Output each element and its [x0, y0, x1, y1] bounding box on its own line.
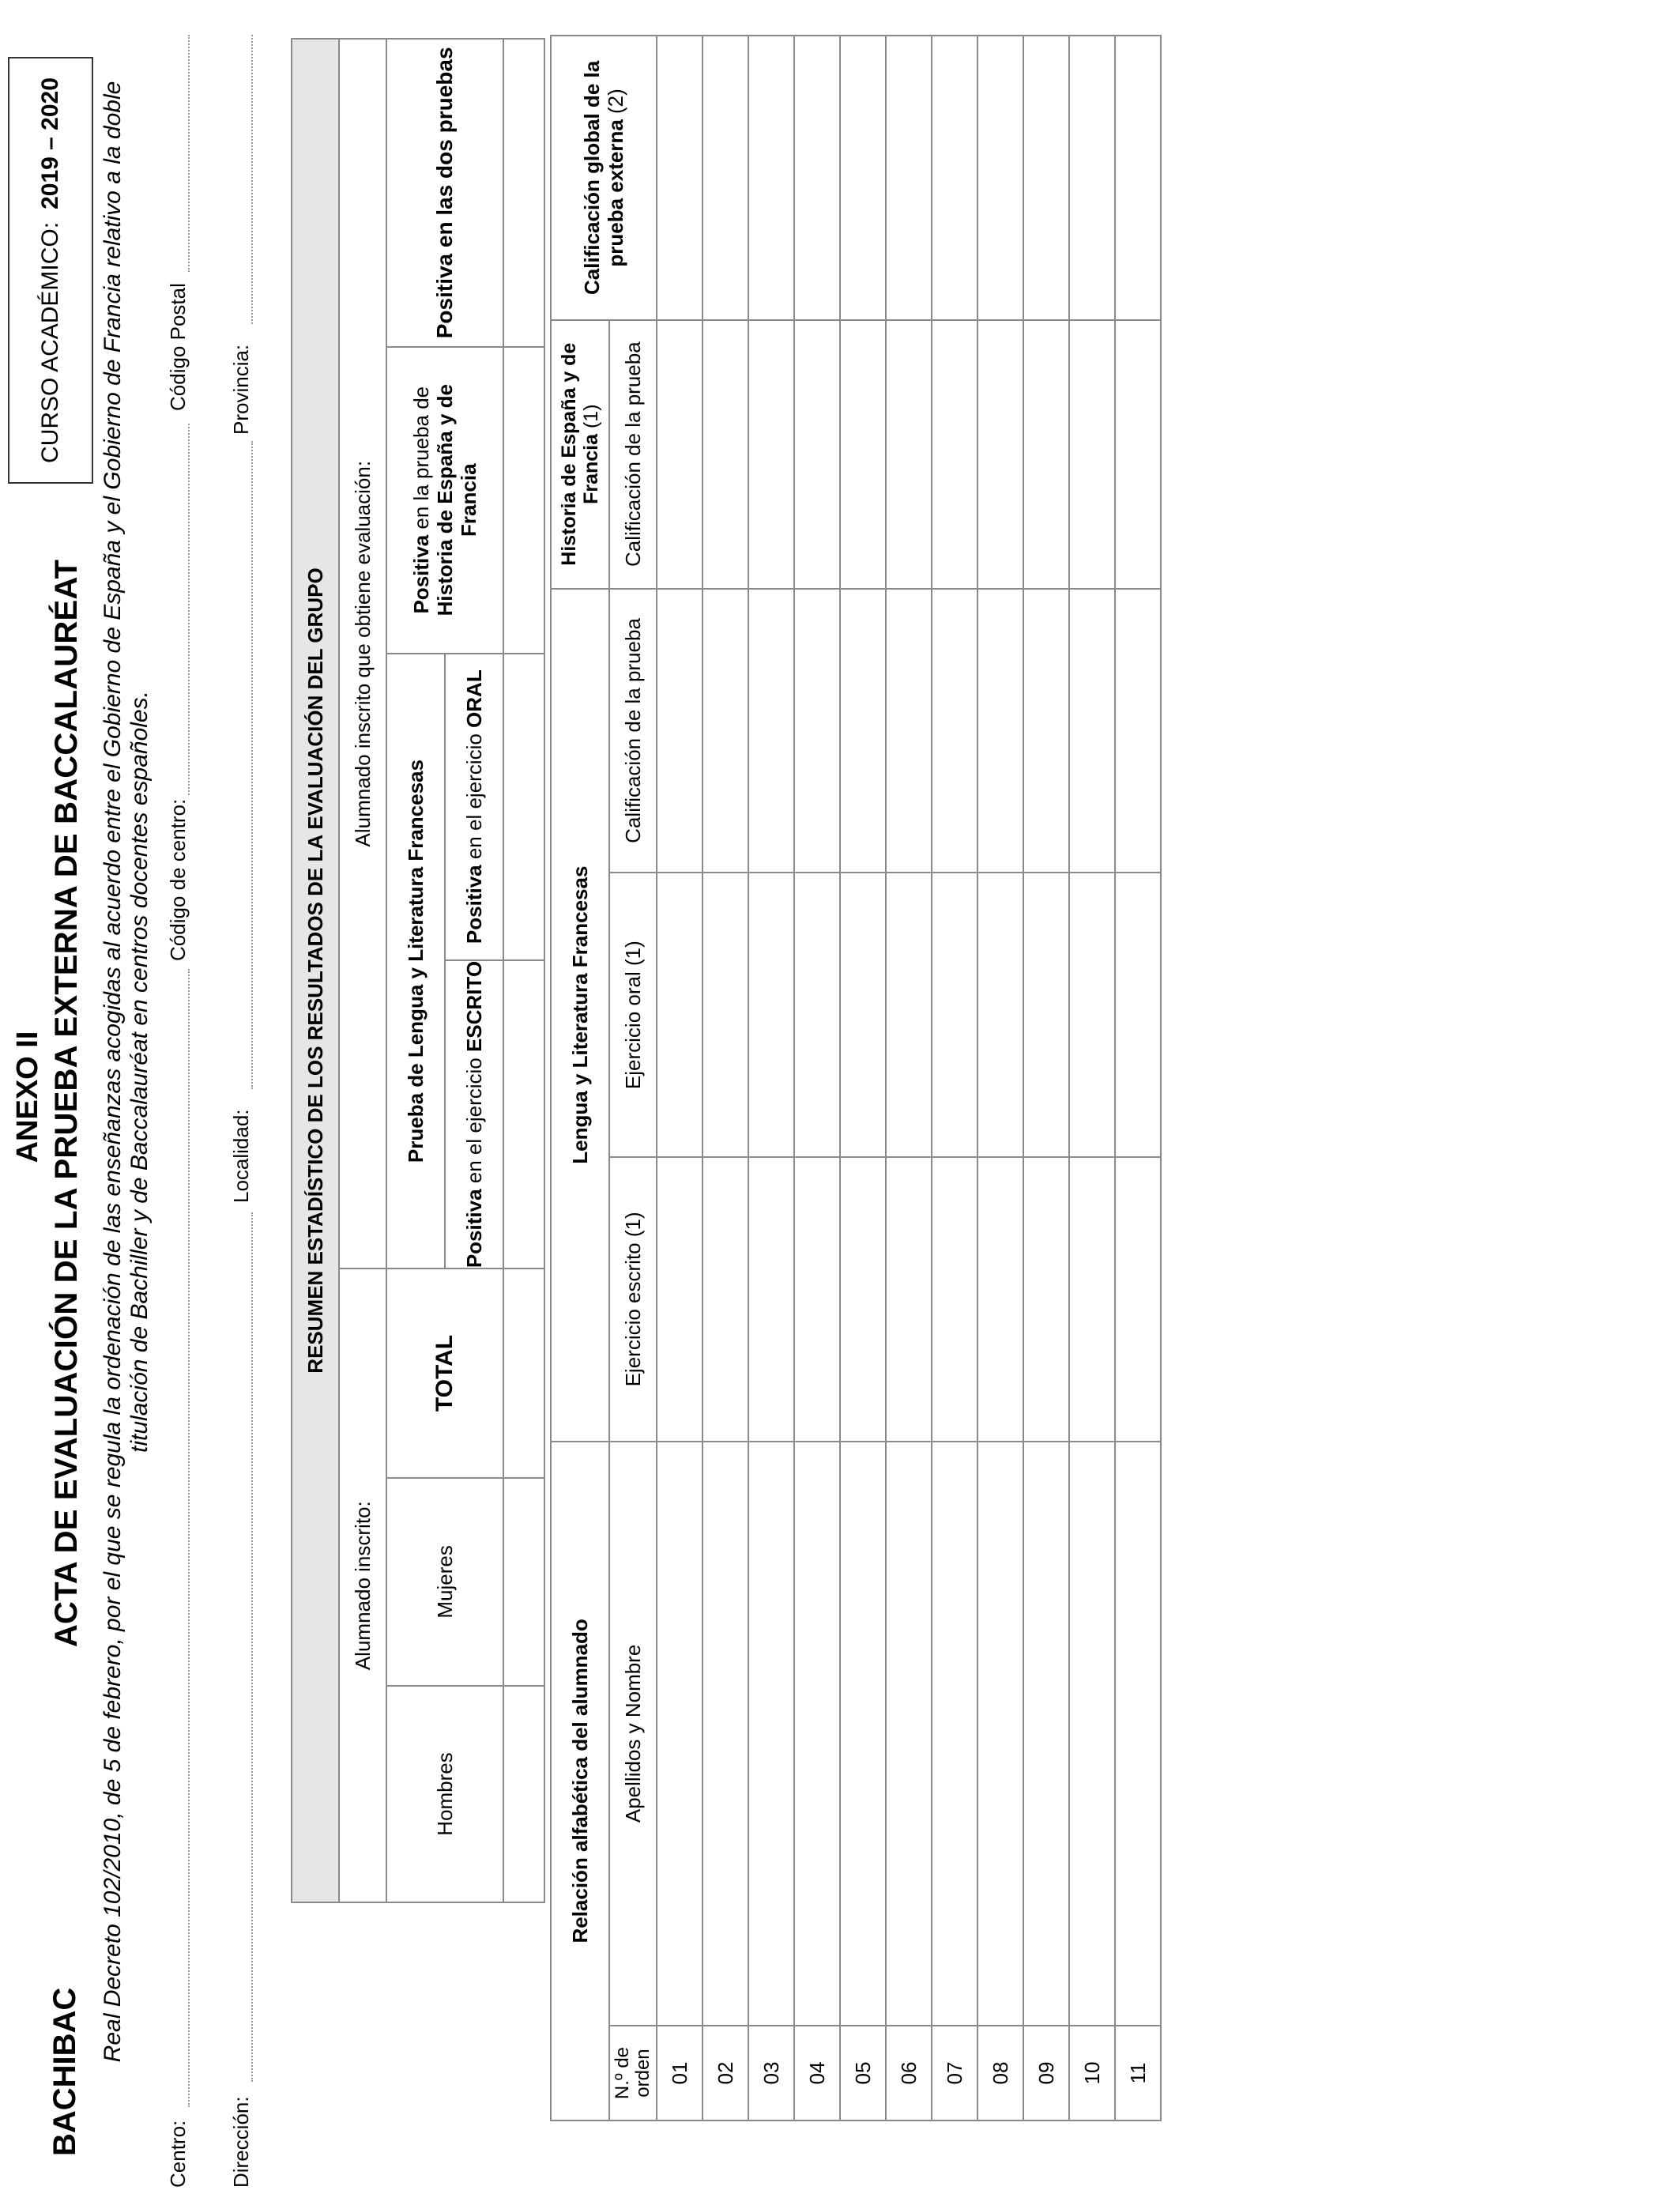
decree-line-2: titulación de Bachiller y de Baccalauréat en centros docentes españoles.	[126, 691, 153, 1453]
written-column-header: Ejercicio escrito (1)	[609, 1157, 657, 1442]
historia-grade-cell[interactable]	[748, 320, 794, 589]
lengua-grade-cell[interactable]	[932, 589, 977, 873]
lengua-grade-cell[interactable]	[977, 589, 1023, 873]
annex-title: ANEXO II	[11, 1031, 44, 1163]
written-cell[interactable]	[1069, 1157, 1115, 1442]
oral-cell[interactable]	[977, 873, 1023, 1157]
written-cell[interactable]	[886, 1157, 932, 1442]
table-row	[703, 36, 748, 2120]
global-grade-cell[interactable]	[932, 36, 977, 320]
name-cell[interactable]	[703, 1442, 748, 2026]
written-word: ESCRITO	[462, 960, 486, 1053]
enrolled-header: Alumnado inscrito:	[339, 1269, 386, 1902]
global-grade-cell[interactable]	[1023, 36, 1069, 320]
historia-grade-cell[interactable]	[840, 320, 886, 589]
historia-grade-cell[interactable]	[657, 320, 703, 589]
oral-cell[interactable]	[794, 873, 840, 1157]
both-positive-header: Positiva en las dos pruebas	[386, 39, 503, 347]
historia-grade-cell[interactable]	[1115, 320, 1161, 589]
program-name: BACHIBAC	[47, 1987, 82, 2156]
global-grade-cell[interactable]	[886, 36, 932, 320]
global-grade-cell[interactable]	[657, 36, 703, 320]
order-number-cell: 03	[748, 2026, 794, 2120]
course-box	[8, 57, 93, 484]
women-header: Mujeres	[386, 1478, 503, 1686]
centro-field[interactable]	[188, 969, 190, 2107]
order-number-cell: 04	[794, 2026, 840, 2120]
historia-grade-cell[interactable]	[703, 320, 748, 589]
name-cell[interactable]	[794, 1442, 840, 2026]
table-row	[794, 36, 840, 2120]
written-positive-header	[445, 960, 503, 1269]
lengua-grade-cell[interactable]	[703, 589, 748, 873]
lengua-grade-cell[interactable]	[657, 589, 703, 873]
localidad-label: Localidad:	[229, 1109, 253, 1203]
global-grade-cell[interactable]	[748, 36, 794, 320]
written-positive-value-cell[interactable]	[503, 960, 544, 1269]
historia-positive-subject: Historia de España y de Francia	[433, 384, 480, 616]
order-number-cell: 01	[657, 2026, 703, 2120]
roster-body	[657, 36, 1161, 2120]
lengua-grade-cell[interactable]	[886, 589, 932, 873]
name-cell[interactable]	[1023, 1442, 1069, 2026]
name-cell[interactable]	[657, 1442, 703, 2026]
table-row	[840, 36, 886, 2120]
oral-cell[interactable]	[703, 873, 748, 1157]
written-positive-word: Positiva	[462, 1189, 486, 1269]
oral-cell[interactable]	[1069, 873, 1115, 1157]
provincia-field[interactable]	[251, 35, 253, 324]
global-grade-title: Calificación global de la prueba externa	[580, 60, 627, 295]
name-cell[interactable]	[977, 1442, 1023, 2026]
oral-cell[interactable]	[657, 873, 703, 1157]
written-cell[interactable]	[703, 1157, 748, 1442]
oral-cell[interactable]	[886, 873, 932, 1157]
oral-positive-value-cell[interactable]	[503, 654, 544, 960]
oral-column-header: Ejercicio oral (1)	[609, 873, 657, 1157]
written-cell[interactable]	[794, 1157, 840, 1442]
historia-group-note: (1)	[580, 404, 602, 434]
historia-positive-word: Positiva	[409, 534, 433, 614]
summary-title: RESUMEN ESTADÍSTICO DE LOS RESULTADOS DE LA EVALUACIÓN DEL GRUPO	[292, 39, 339, 1902]
document-title: ACTA DE EVALUACIÓN DE LA PRUEBA EXTERNA DE BACCALAURÉAT	[49, 559, 84, 1648]
oral-positive-header	[445, 654, 503, 960]
global-grade-cell[interactable]	[703, 36, 748, 320]
direccion-label: Dirección:	[229, 2096, 253, 2188]
oral-cell[interactable]	[932, 873, 977, 1157]
global-grade-cell[interactable]	[1115, 36, 1161, 320]
table-row	[932, 36, 977, 2120]
name-cell[interactable]	[840, 1442, 886, 2026]
oral-positive-word: Positiva	[462, 865, 486, 944]
written-cell[interactable]	[748, 1157, 794, 1442]
order-number-cell: 09	[1023, 2026, 1069, 2120]
table-row	[748, 36, 794, 2120]
codigo-centro-field[interactable]	[188, 424, 190, 795]
written-cell[interactable]	[977, 1157, 1023, 1442]
global-grade-note: (2)	[604, 89, 627, 120]
table-row	[886, 36, 932, 2120]
written-positive-text: en el ejercicio	[462, 1052, 486, 1189]
oral-cell[interactable]	[840, 873, 886, 1157]
course-label: CURSO ACADÉMICO:	[37, 221, 63, 463]
global-grade-cell[interactable]	[977, 36, 1023, 320]
order-number-cell: 07	[932, 2026, 977, 2120]
women-value-cell[interactable]	[503, 1478, 544, 1686]
table-row	[657, 36, 703, 2120]
name-cell[interactable]	[748, 1442, 794, 2026]
lengua-group-header: Lengua y Literatura Francesas	[551, 589, 609, 1442]
roster-table	[550, 35, 1162, 2121]
course-years: 2019 – 2020	[37, 77, 63, 209]
provincia-label: Provincia:	[229, 344, 253, 435]
oral-cell[interactable]	[1023, 873, 1069, 1157]
historia-grade-cell[interactable]	[932, 320, 977, 589]
both-positive-value-cell[interactable]	[503, 39, 544, 347]
direccion-field[interactable]	[251, 1212, 253, 2082]
table-row	[1023, 36, 1069, 2120]
lengua-grade-cell[interactable]	[1069, 589, 1115, 873]
order-column-header: N.º de orden	[609, 2026, 657, 2120]
order-number-cell: 06	[886, 2026, 932, 2120]
global-grade-cell[interactable]	[1069, 36, 1115, 320]
lengua-grade-cell[interactable]	[1023, 589, 1069, 873]
historia-grade-cell[interactable]	[794, 320, 840, 589]
global-grade-cell[interactable]	[840, 36, 886, 320]
men-header: Hombres	[386, 1686, 503, 1902]
total-value-cell[interactable]	[503, 1269, 544, 1477]
order-number-cell: 11	[1115, 2026, 1161, 2120]
lengua-test-header: Prueba de Lengua y Literatura Francesas	[386, 654, 445, 1269]
decree-line-1: Real Decreto 102/2010, de 5 de febrero, por el que se regula la ordenación de las enseñanzas acogidas al acuerdo entre el Gobierno de España y el Gobierno de Francia relativo a la doble	[100, 81, 126, 2063]
written-cell[interactable]	[932, 1157, 977, 1442]
lengua-grade-cell[interactable]	[748, 589, 794, 873]
total-header: TOTAL	[386, 1269, 503, 1477]
historia-grade-cell[interactable]	[1069, 320, 1115, 589]
name-cell[interactable]	[1069, 1442, 1115, 2026]
men-value-cell[interactable]	[503, 1686, 544, 1902]
order-number-cell: 05	[840, 2026, 886, 2120]
historia-positive-text: en la prueba de	[409, 386, 433, 535]
centro-label: Centro:	[166, 2120, 190, 2188]
historia-grade-cell[interactable]	[886, 320, 932, 589]
localidad-field[interactable]	[251, 441, 253, 1089]
global-grade-header	[551, 36, 657, 320]
historia-group-title: Historia de España y de Francia	[558, 342, 602, 566]
oral-cell[interactable]	[748, 873, 794, 1157]
table-row	[1115, 36, 1161, 2120]
codigo-postal-label: Código Postal	[166, 283, 190, 411]
oral-word: ORAL	[462, 669, 486, 728]
name-cell[interactable]	[932, 1442, 977, 2026]
name-cell[interactable]	[1115, 1442, 1161, 2026]
order-number-cell: 02	[703, 2026, 748, 2120]
oral-cell[interactable]	[1115, 873, 1161, 1157]
historia-group-header	[551, 320, 609, 589]
historia-grade-column-header: Calificación de la prueba	[609, 320, 657, 589]
decree-text	[100, 44, 153, 2099]
oral-positive-text: en el ejercicio	[462, 727, 486, 865]
order-number-cell: 08	[977, 2026, 1023, 2120]
codigo-centro-label: Código de centro:	[166, 798, 190, 961]
historia-positive-header	[386, 347, 503, 654]
written-cell[interactable]	[1115, 1157, 1161, 1442]
historia-positive-value-cell[interactable]	[503, 347, 544, 654]
written-cell[interactable]	[1023, 1157, 1069, 1442]
historia-grade-cell[interactable]	[1023, 320, 1069, 589]
global-grade-cell[interactable]	[794, 36, 840, 320]
lengua-grade-cell[interactable]	[840, 589, 886, 873]
name-cell[interactable]	[886, 1442, 932, 2026]
evaluated-header: Alumnado inscrito que obtiene evaluación:	[339, 39, 386, 1269]
name-column-header: Apellidos y Nombre	[609, 1442, 657, 2026]
list-title: Relación alfabética del alumnado	[551, 1442, 609, 2120]
written-cell[interactable]	[840, 1157, 886, 1442]
codigo-postal-field[interactable]	[188, 35, 190, 272]
written-cell[interactable]	[657, 1157, 703, 1442]
lengua-grade-cell[interactable]	[794, 589, 840, 873]
order-number-cell: 10	[1069, 2026, 1115, 2120]
summary-table	[291, 38, 545, 1903]
lengua-grade-cell[interactable]	[1115, 589, 1161, 873]
lengua-grade-column-header: Calificación de la prueba	[609, 589, 657, 873]
historia-grade-cell[interactable]	[977, 320, 1023, 589]
table-row	[977, 36, 1023, 2120]
table-row	[1069, 36, 1115, 2120]
